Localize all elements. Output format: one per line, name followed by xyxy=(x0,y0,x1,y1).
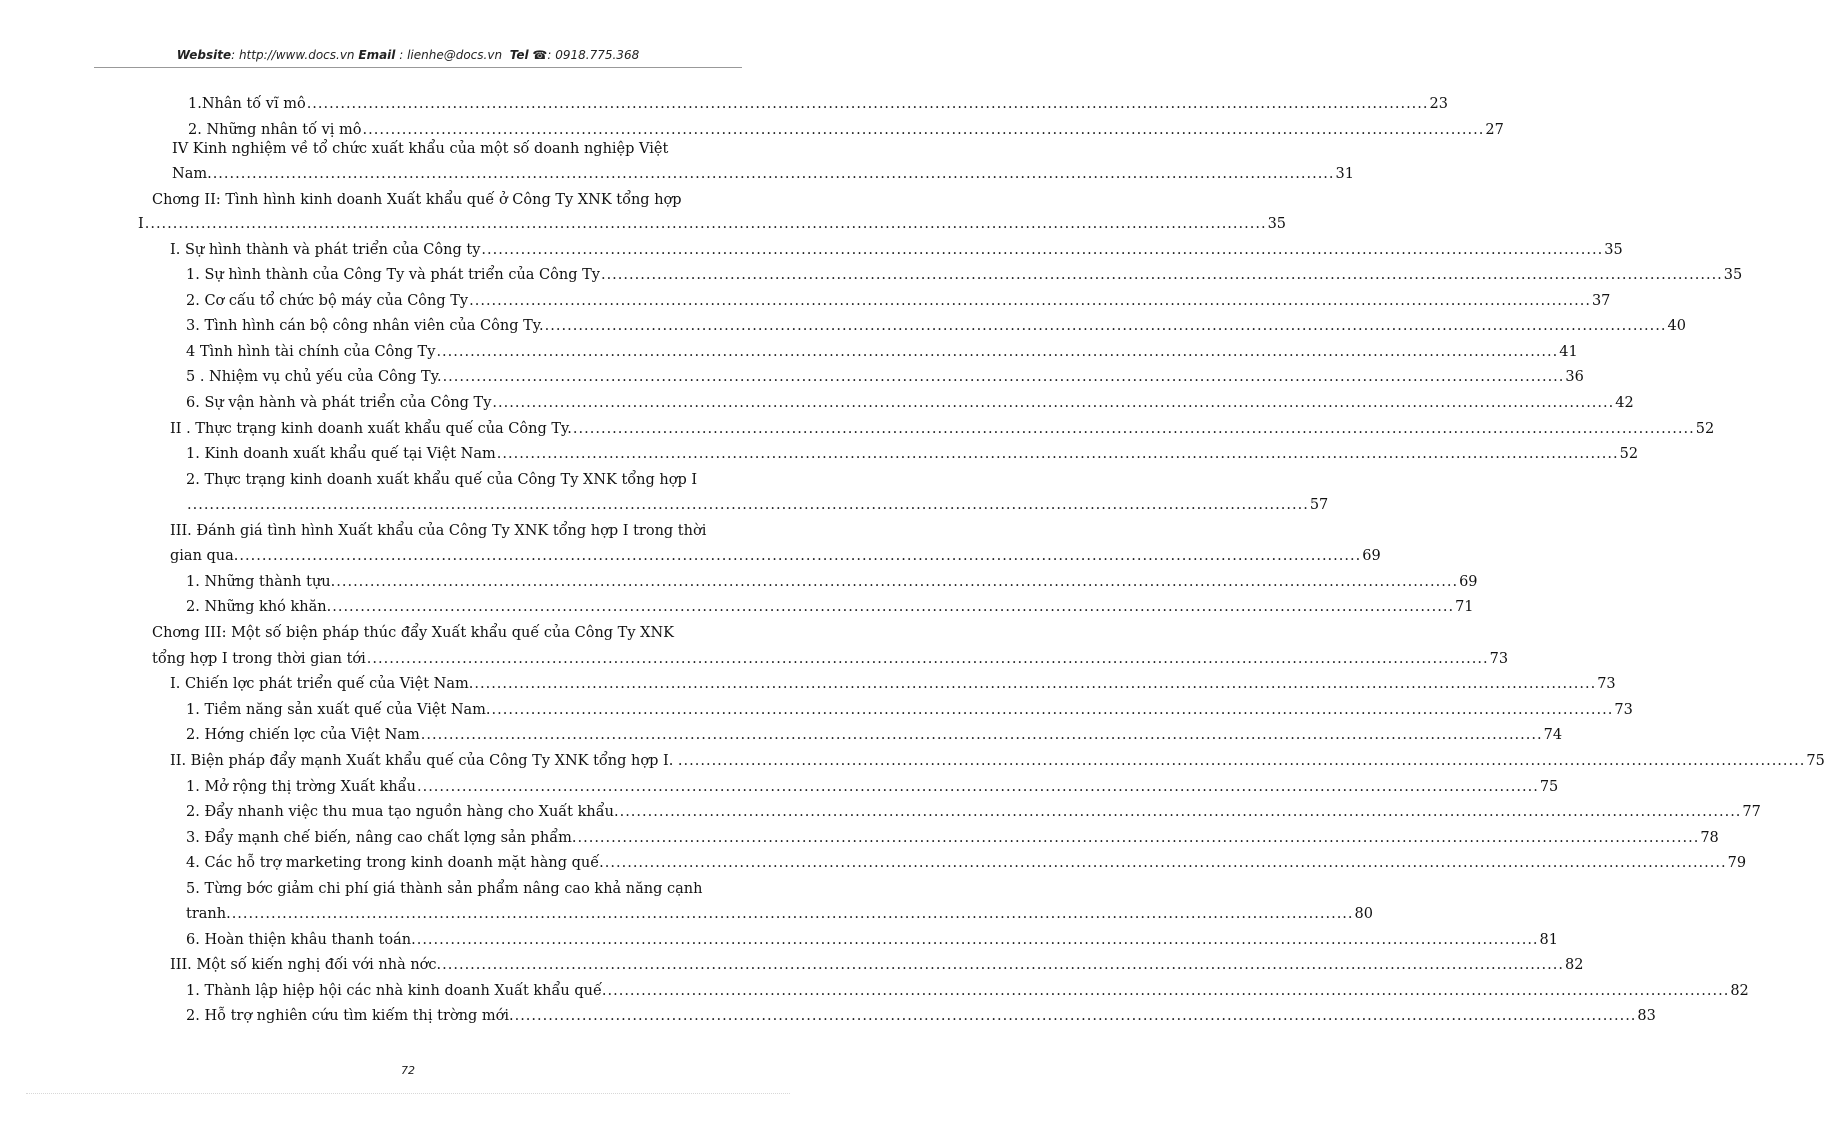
toc-leader-dots: ........................................................................................................................................................................................................ xyxy=(436,344,1559,360)
toc-leader-dots: ........................................................................................................................................................................................................ xyxy=(481,242,1604,258)
toc-leader-dots: ........................................................................................................................................................................................................ xyxy=(496,446,1619,462)
toc-entry xyxy=(170,953,1584,977)
toc-leader-dots: ........................................................................................................................................................................................................ xyxy=(362,122,1485,138)
toc-entry xyxy=(186,979,1749,1003)
toc-entry xyxy=(152,188,730,212)
toc-entry xyxy=(186,289,1611,313)
toc-page-number: 80 xyxy=(1354,906,1373,922)
toc-page-number: 41 xyxy=(1559,344,1578,360)
toc-entry xyxy=(186,928,1558,952)
toc-leader-dots: ........................................................................................................................................................................................................ xyxy=(577,830,1700,846)
toc-entry-text: II. Biện pháp đẩy mạnh Xuất khẩu quế của Công Ty XNK tổng hợp I. . xyxy=(170,753,683,769)
toc-entry xyxy=(186,570,1478,594)
toc-leader-dots: ........................................................................................................................................................................................................ xyxy=(683,753,1806,769)
page-number: 72 xyxy=(401,1064,415,1077)
toc-entry xyxy=(170,238,1623,262)
toc-page-number: 82 xyxy=(1564,957,1584,973)
toc-leader-dots: ........................................................................................................................................................................................................ xyxy=(604,855,1727,871)
email-value: : lienhe@docs.vn xyxy=(395,48,503,62)
toc-leader-dots: ........................................................................................................................................................................................................ xyxy=(416,932,1539,948)
toc-entry-text: 1. Sự hình thành của Công Ty và phát triển của Công Ty xyxy=(186,267,600,283)
tel-value: : 0918.775.368 xyxy=(547,48,640,62)
toc-leader-dots: ........................................................................................................................................................................................................ xyxy=(600,267,1723,283)
toc-leader-dots: ........................................................................................................................................................................................................ xyxy=(442,957,1564,973)
toc-entry xyxy=(186,800,1761,824)
toc-leader-dots: ........................................................................................................................................................................................................ xyxy=(231,906,1354,922)
toc-page-number: 69 xyxy=(1459,574,1478,590)
toc-leader-dots: ........................................................................................................................................................................................................ xyxy=(332,599,1455,615)
toc-page-number: 82 xyxy=(1730,983,1749,999)
toc-page-number: 23 xyxy=(1429,96,1448,112)
toc-leader-dots: ........................................................................................................................................................................................................ xyxy=(572,421,1695,437)
toc-entry-text: tranh. xyxy=(186,906,231,922)
toc-entry-text: 1. Những thành tựu. xyxy=(186,574,336,590)
toc-leader-dots: ........................................................................................................................................................................................................ xyxy=(514,1008,1637,1024)
toc-page-number: 35 xyxy=(1604,242,1623,258)
toc-entry-text: 4 Tình hình tài chính của Công Ty xyxy=(186,344,436,360)
toc-page-number: 71 xyxy=(1455,599,1474,615)
toc-entry-text: Nam. xyxy=(172,166,212,182)
toc-leader-dots: ........................................................................................................................................................................................................ xyxy=(469,293,1591,309)
toc-entry xyxy=(186,340,1578,364)
toc-entry-text: 2. Thực trạng kinh doanh xuất khẩu quế của Công Ty XNK tổng hợp I xyxy=(186,472,698,488)
toc-entry-text: tổng hợp I trong thời gian tới xyxy=(152,651,366,667)
toc-entry xyxy=(186,442,1639,466)
toc-leader-dots: ........................................................................................................................................................................................................ xyxy=(619,804,1742,820)
toc-page-number: 27 xyxy=(1485,122,1504,138)
toc-entry xyxy=(186,775,1559,799)
toc-entry xyxy=(186,314,1686,338)
toc-page-number: 81 xyxy=(1539,932,1558,948)
toc-entry xyxy=(172,137,690,161)
toc-entry xyxy=(186,263,1743,287)
toc-entry-text: Chơng II: Tình hình kinh doanh Xuất khẩu quế ở Công Ty XNK tổng hợp xyxy=(152,192,682,208)
website-value: : http://www.docs.vn xyxy=(231,48,355,62)
toc-entry xyxy=(186,877,732,901)
toc-entry xyxy=(172,162,1354,186)
toc-leader-dots: ........................................................................................................................................................................................................ xyxy=(416,779,1539,795)
toc-entry-text: 1. Tiềm năng sản xuất quế của Việt Nam. xyxy=(186,702,491,718)
toc-page-number: 31 xyxy=(1335,166,1354,182)
toc-leader-dots: ........................................................................................................................................................................................................ xyxy=(306,96,1429,112)
toc-leader-dots: ........................................................................................................................................................................................................ xyxy=(492,395,1615,411)
toc-page-number: 75 xyxy=(1806,753,1825,769)
toc-entry xyxy=(186,595,1474,619)
toc-page-number: 52 xyxy=(1695,421,1715,437)
toc-entry xyxy=(186,493,1329,517)
toc-entry-text: IV Kinh nghiệm về tổ chức xuất khẩu của một số doanh nghiệp Việt xyxy=(172,141,669,157)
toc-page-number: 78 xyxy=(1700,830,1719,846)
toc-page-number: 52 xyxy=(1619,446,1639,462)
toc-entry xyxy=(186,826,1719,850)
toc-entry-text: 5. Từng bớc giảm chi phí giá thành sản phẩm nâng cao khả năng cạnh xyxy=(186,881,703,897)
toc-entry xyxy=(188,92,1448,116)
website-label: Website xyxy=(176,48,232,62)
toc-entry-text: 2. Hỗ trợ nghiên cứu tìm kiếm thị trờng mới. xyxy=(186,1008,514,1024)
toc-entry-text: 1. Kinh doanh xuất khẩu quế tại Việt Nam xyxy=(186,446,496,462)
toc-page-number: 75 xyxy=(1539,779,1559,795)
toc-entry xyxy=(152,621,720,645)
email-label: Email xyxy=(358,48,396,62)
toc-entry-text: 2. Những nhân tố vị mô xyxy=(188,122,362,138)
toc-entry xyxy=(186,723,1563,747)
toc-entry-text: 1.Nhân tố vĩ mô xyxy=(188,96,306,112)
toc-entry-text: Chơng III: Một số biện pháp thúc đẩy Xuất khẩu quế của Công Ty XNK xyxy=(152,625,674,641)
toc-entry-text: I. Sự hình thành và phát triển của Công ty xyxy=(170,242,481,258)
toc-page-number: 74 xyxy=(1543,727,1563,743)
toc-page-number: 83 xyxy=(1637,1008,1656,1024)
toc-entry-text: 2. Những khó khăn. xyxy=(186,599,332,615)
toc-leader-dots: ........................................................................................................................................................................................................ xyxy=(144,216,1267,232)
toc-entry xyxy=(170,417,1715,441)
toc-entry-text: II . Thực trạng kinh doanh xuất khẩu quế của Công Ty. xyxy=(170,421,572,437)
toc-entry-text: 4. Các hỗ trợ marketing trong kinh doanh mặt hàng quế. xyxy=(186,855,604,871)
toc-entry-text: 1. Thành lập hiệp hội các nhà kinh doanh Xuất khẩu quế. xyxy=(186,983,607,999)
toc-entry-text: III. Đánh giá tình hình Xuất khẩu của Công Ty XNK tổng hợp I trong thời xyxy=(170,523,707,539)
toc-entry xyxy=(170,544,1381,568)
toc-page-number: 40 xyxy=(1667,318,1686,334)
toc-entry-text: 6. Hoàn thiện khâu thanh toán. xyxy=(186,932,416,948)
toc-entry xyxy=(170,672,1616,696)
toc-page-number: 35 xyxy=(1723,267,1743,283)
toc-page-number: 57 xyxy=(1309,497,1329,513)
toc-entry-text: 2. Cơ cấu tổ chức bộ máy của Công Ty xyxy=(186,293,469,309)
toc-page-number: 69 xyxy=(1362,548,1381,564)
phone-icon: ☎ xyxy=(532,48,548,62)
toc-leader-dots: ........................................................................................................................................................................................................ xyxy=(212,166,1335,182)
toc-entry-text: 3. Tình hình cán bộ công nhân viên của Công Ty. xyxy=(186,318,544,334)
toc-entry-text: 5 . Nhiệm vụ chủ yếu của Công Ty. xyxy=(186,369,442,385)
bottom-divider xyxy=(26,1093,790,1094)
toc-entry xyxy=(186,851,1747,875)
toc-entry xyxy=(186,698,1633,722)
toc-entry-text: I. Chiến lợc phát triển quế của Việt Nam. xyxy=(170,676,474,692)
toc-leader-dots: ........................................................................................................................................................................................................ xyxy=(474,676,1597,692)
toc-page-number: 37 xyxy=(1591,293,1611,309)
toc-leader-dots: ........................................................................................................................................................................................................ xyxy=(239,548,1362,564)
toc-page-number: 73 xyxy=(1597,676,1616,692)
toc-page-number: 35 xyxy=(1267,216,1287,232)
toc-entry xyxy=(186,468,724,492)
toc-entry xyxy=(186,1004,1656,1028)
toc-page-number: 73 xyxy=(1614,702,1633,718)
toc-entry-text: gian qua. xyxy=(170,548,239,564)
toc-entry-text: I xyxy=(138,216,144,232)
toc-entry-text: III. Một số kiến nghị đối với nhà nớc. xyxy=(170,957,442,973)
toc-leader-dots: ........................................................................................................................................................................................................ xyxy=(442,369,1565,385)
toc-entry xyxy=(138,212,1287,236)
toc-entry xyxy=(152,647,1509,671)
toc-entry xyxy=(186,902,1373,926)
toc-leader-dots: ........................................................................................................................................................................................................ xyxy=(336,574,1459,590)
toc-entry xyxy=(170,749,1825,773)
toc-entry-text: 1. Mở rộng thị trờng Xuất khẩu xyxy=(186,779,416,795)
toc-leader-dots: ........................................................................................................................................................................................................ xyxy=(187,497,1309,513)
toc-page-number: 36 xyxy=(1565,369,1584,385)
toc-entry xyxy=(186,391,1634,415)
toc-leader-dots: ........................................................................................................................................................................................................ xyxy=(420,727,1543,743)
toc-page-number: 42 xyxy=(1615,395,1634,411)
toc-page-number: 73 xyxy=(1489,651,1509,667)
toc-entry-text: 6. Sự vận hành và phát triển của Công Ty xyxy=(186,395,492,411)
toc-page-number: 77 xyxy=(1742,804,1761,820)
page-header xyxy=(0,48,816,62)
toc-entry xyxy=(170,519,736,543)
toc-leader-dots: ........................................................................................................................................................................................................ xyxy=(366,651,1489,667)
tel-label: Tel xyxy=(509,48,529,62)
toc-leader-dots: ........................................................................................................................................................................................................ xyxy=(491,702,1614,718)
toc-leader-dots: ........................................................................................................................................................................................................ xyxy=(607,983,1730,999)
toc-leader-dots: ........................................................................................................................................................................................................ xyxy=(544,318,1667,334)
toc-page-number: 79 xyxy=(1727,855,1747,871)
toc-entry xyxy=(186,365,1584,389)
toc-entry-text: 2. Hớng chiến lợc của Việt Nam xyxy=(186,727,420,743)
header-divider xyxy=(94,67,742,68)
toc-entry-text: 2. Đẩy nhanh việc thu mua tạo nguồn hàng cho Xuất khẩu. xyxy=(186,804,619,820)
toc-entry-text: 3. Đẩy mạnh chế biến, nâng cao chất lợng sản phẩm. xyxy=(186,830,577,846)
